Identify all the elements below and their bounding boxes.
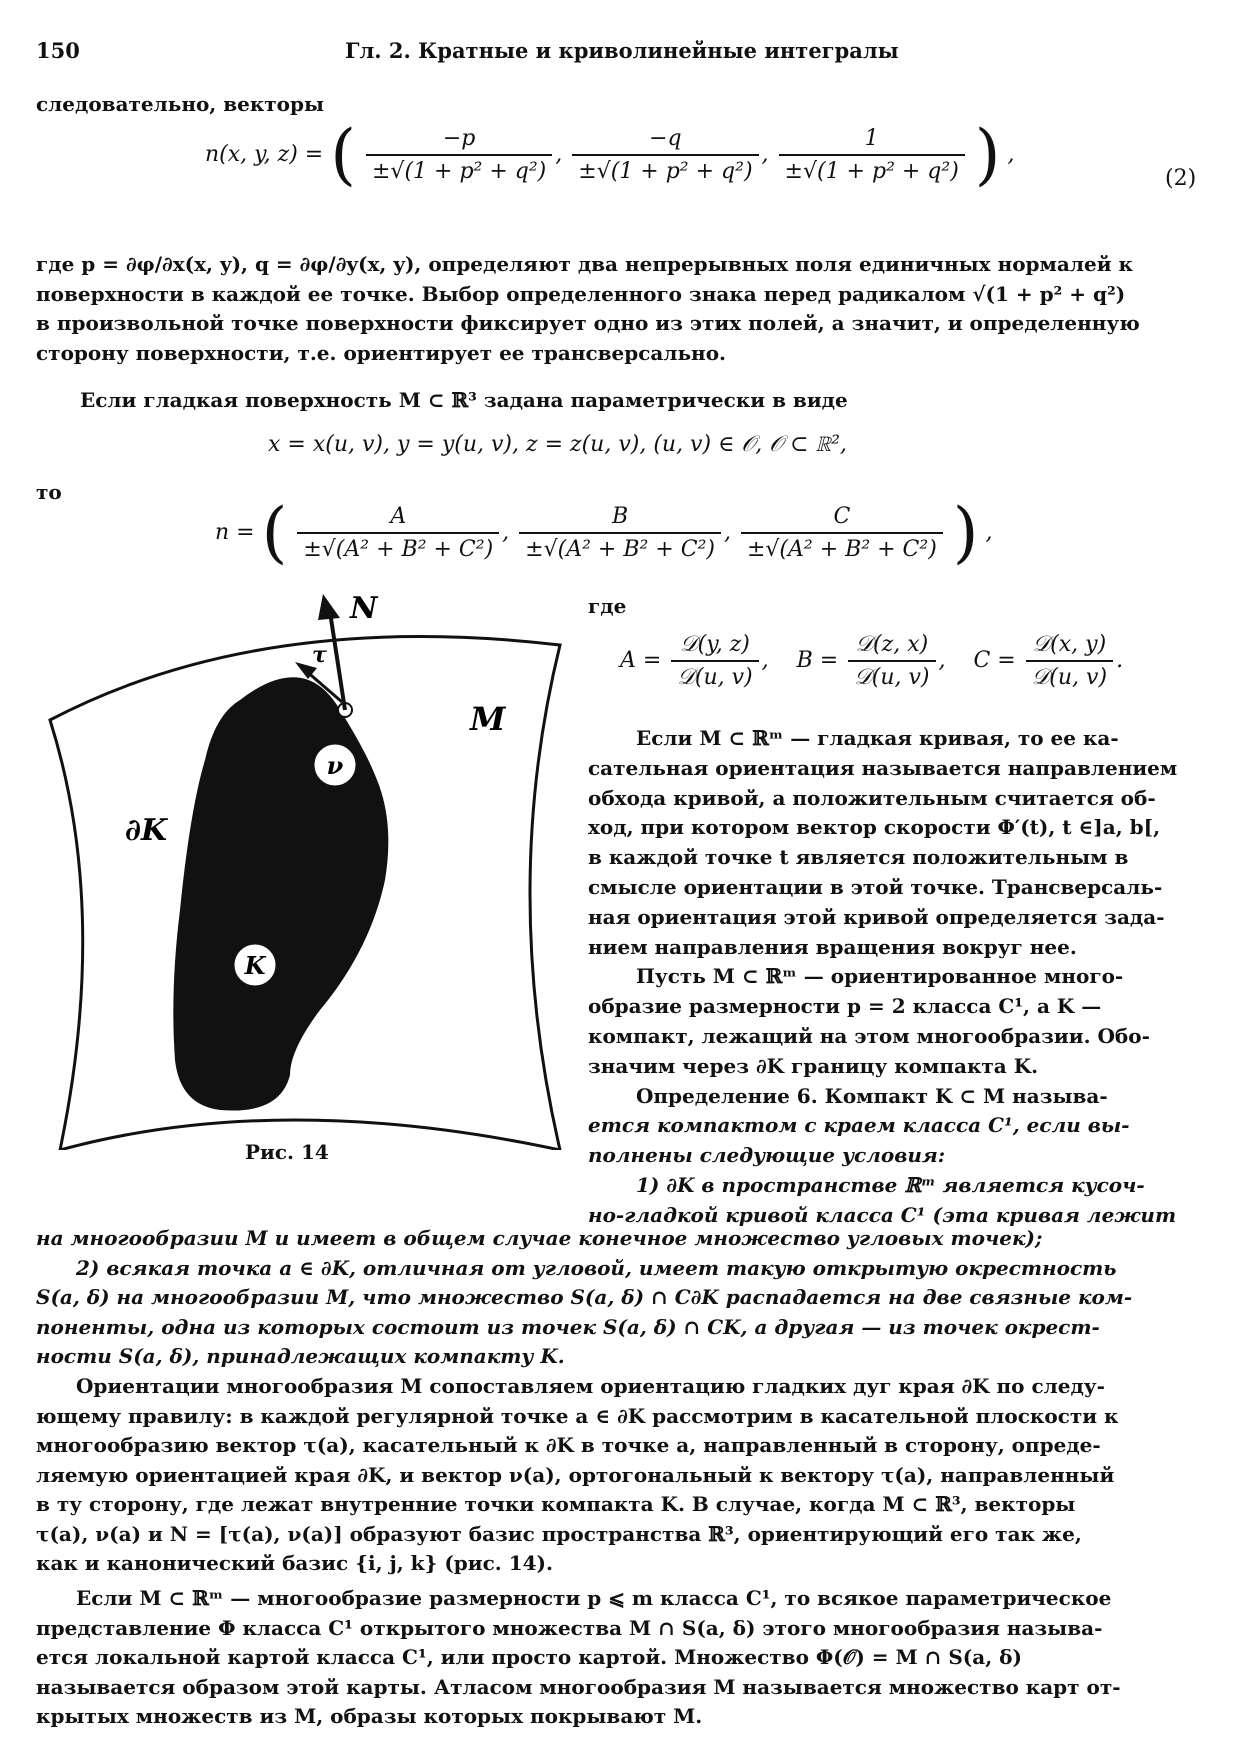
- right-column-text: [588, 724, 1200, 1231]
- eq-n-frac-c: $\frac{C}{\text{±√(A² + B² + C²)}}$: [741, 504, 943, 562]
- text-line: Если M ⊂ ℝᵐ — гладкая кривая, то ее ка-: [636, 726, 1119, 750]
- eq-n-frac-a: $\frac{A}{\text{±√(A² + B² + C²)}}$: [297, 504, 499, 562]
- text-line: в каждой точке t является положительным в: [588, 845, 1129, 870]
- text-line: на многообразии M и имеет в общем случае конечное множество угловых точек);: [36, 1226, 1043, 1250]
- definition-heading: Определение 6. Компакт K ⊂ M называ-: [636, 1083, 1108, 1108]
- eq-a-lhs: A =: [620, 648, 662, 673]
- figure-caption: Рис. 14: [245, 1140, 329, 1164]
- text-line: ности S(a, δ), принадлежащих компакту K.: [36, 1344, 565, 1368]
- text-line: Ориентации многообразия M сопоставляем ориентацию гладких дуг края ∂K по следу-: [76, 1374, 1105, 1398]
- text-line: ная ориентация этой кривой определяется зада-: [588, 904, 1165, 929]
- eq2-frac-3: $\frac{1}{\text{±√(1 + p² + q²)}}$: [779, 126, 965, 184]
- label-dK: ∂K: [125, 813, 168, 848]
- text-line: но-гладкой кривой класса C¹ (эта кривая лежит: [588, 1202, 1177, 1227]
- text-line: Если M ⊂ ℝᵐ — многообразие размерности p ⩽ m класса C¹, то всякое параметрическое: [76, 1586, 1112, 1610]
- eq-c-lhs: C =: [973, 648, 1016, 673]
- text-line: представление Φ класса C¹ открытого множества M ∩ S(a, δ) этого многообразия называ-: [36, 1615, 1103, 1640]
- text-line: ется компактом с краем класса C¹, если вы-: [588, 1113, 1130, 1138]
- label-N: N: [350, 591, 378, 626]
- equation-abc: A = $\frac{\text{𝒟(y, z)}}{\text{𝒟(u, v)}}$ , B = $\frac{\text{𝒟(z, x)}}{\text{𝒟(u, v)}}$ , C = $\frac{\text{𝒟(x, y)}}{\text{𝒟(u, v)}}$ .: [620, 632, 1124, 690]
- text-line: поверхности в каждой ее точке. Выбор определенного знака перед радикалом √(1 + p² + q²): [36, 281, 1126, 306]
- text-line: ход, при котором вектор скорости Φ′(t), t ∈]a, b[,: [588, 815, 1161, 840]
- eq2-frac-1: $\frac{-p}{\text{±√(1 + p² + q²)}}$: [366, 126, 552, 184]
- equation-2: n(x, y, z) = ( $\frac{-p}{\text{±√(1 + p² + q²)}}$ , $\frac{-q}{\text{±√(1 + p² + q²)}}$ , $\frac{1}{\text{±√(1 + p² + q²)}}$ ) ,: [205, 116, 1015, 193]
- label-nu: ν: [326, 751, 344, 780]
- equation-parametric: x = x(u, v), y = y(u, v), z = z(u, v), (u, v) ∈ 𝒪, 𝒪 ⊂ ℝ²,: [268, 432, 847, 457]
- text-line: как и канонический базис {i, j, k} (рис. 14).: [36, 1551, 553, 1575]
- text-line: ющему правилу: в каждой регулярной точке a ∈ ∂K рассмотрим в касательной плоскости к: [36, 1403, 1119, 1428]
- text-line: Пусть M ⊂ ℝᵐ — ориентированное много-: [636, 964, 1124, 989]
- text-line: 1) ∂K в пространстве ℝᵐ является кусоч-: [636, 1172, 1145, 1197]
- text-line: 2) всякая точка a ∈ ∂K, отличная от угловой, имеет такую открытую окрестность: [76, 1255, 1117, 1280]
- text-line: многообразию вектор τ(a), касательный к ∂K в точке a, направленный в сторону, опреде-: [36, 1433, 1101, 1457]
- text-line: сторону поверхности, т.е. ориентирует ее трансверсально.: [36, 340, 726, 365]
- text-line: смысле ориентации в этой точке. Трансверсаль-: [588, 874, 1163, 899]
- running-header: Гл. 2. Кратные и криволинейные интегралы: [345, 38, 899, 63]
- label-tau: τ: [312, 642, 327, 668]
- text-line: где p = ∂φ/∂x(x, y), q = ∂φ/∂y(x, y), определяют два непрерывных поля единичных нормалей к: [36, 252, 1133, 276]
- text-line: полнены следующие условия:: [588, 1143, 946, 1168]
- eq-c-frac: $\frac{\text{𝒟(x, y)}}{\text{𝒟(u, v)}}$: [1026, 632, 1113, 690]
- eq-n-lhs: n =: [215, 520, 255, 545]
- paragraph-atlas: [36, 1584, 1204, 1732]
- eq2-frac-2: $\frac{-q}{\text{±√(1 + p² + q²)}}$: [572, 126, 758, 184]
- text-line: поненты, одна из которых состоит из точек S(a, δ) ∩ CK, а другая — из точек окрест-: [36, 1314, 1100, 1339]
- label-K: K: [244, 951, 266, 980]
- text-gde: где: [588, 594, 627, 618]
- equation-n: n = ( $\frac{A}{\text{±√(A² + B² + C²)}}$ , $\frac{B}{\text{±√(A² + B² + C²)}}$ , $\frac{C}{\text{±√(A² + B² + C²)}}$ ) ,: [215, 494, 993, 571]
- label-M: M: [470, 700, 506, 738]
- intro-text: следовательно, векторы: [36, 92, 325, 116]
- text-to: то: [36, 480, 62, 504]
- paragraph-normals: [36, 250, 1204, 368]
- paragraph-orientation: [36, 1372, 1204, 1579]
- definition-conditions: [36, 1224, 1204, 1372]
- eq-b-lhs: B =: [796, 648, 839, 673]
- text-line: в произвольной точке поверхности фиксирует одно из этих полей, а значит, и определенную: [36, 311, 1140, 335]
- eq-n-frac-b: $\frac{B}{\text{±√(A² + B² + C²)}}$: [519, 504, 721, 562]
- text-line: обхода кривой, а положительным считается об-: [588, 785, 1156, 810]
- text-line: значим через ∂K границу компакта K.: [588, 1053, 1039, 1078]
- eq-b-frac: $\frac{\text{𝒟(z, x)}}{\text{𝒟(u, v)}}$: [848, 632, 935, 690]
- text-line: ляемую ориентацией края ∂K, и вектор ν(a), ортогональный к вектору τ(a), направленный: [36, 1462, 1115, 1487]
- text-line: в ту сторону, где лежат внутренние точки компакта K. В случае, когда M ⊂ ℝ³, векторы: [36, 1492, 1076, 1516]
- text-line: крытых множеств из M, образы которых покрывают M.: [36, 1704, 703, 1728]
- paragraph-parametric: Если гладкая поверхность M ⊂ ℝ³ задана параметрически в виде: [80, 388, 848, 412]
- figure-14: [30, 590, 590, 1150]
- eq-a-frac: $\frac{\text{𝒟(y, z)}}{\text{𝒟(u, v)}}$: [671, 632, 758, 690]
- text-line: образие размерности p = 2 класса C¹, а K —: [588, 994, 1102, 1019]
- text-line: S(a, δ) на многообразии M, что множество S(a, δ) ∩ C∂K распадается на две связные ком-: [36, 1285, 1133, 1309]
- page-number: 150: [36, 38, 80, 63]
- text-line: называется образом этой карты. Атласом многообразия M называется множество карт от-: [36, 1674, 1121, 1699]
- text-line: ется локальной картой класса C¹, или просто картой. Множество Φ(𝒪) = M ∩ S(a, δ): [36, 1645, 1022, 1669]
- text-line: компакт, лежащий на этом многообразии. Обо-: [588, 1023, 1150, 1048]
- equation-number: (2): [1165, 166, 1197, 191]
- eq2-lhs: n(x, y, z) =: [205, 142, 324, 167]
- text-line: τ(a), ν(a) и N = [τ(a), ν(a)] образуют базис пространства ℝ³, ориентирующий его так же,: [36, 1521, 1082, 1546]
- text-line: сательная ориентация называется направлением: [588, 755, 1178, 780]
- text-line: нием направления вращения вокруг нее.: [588, 934, 1077, 959]
- normal-arrowhead: [318, 594, 340, 620]
